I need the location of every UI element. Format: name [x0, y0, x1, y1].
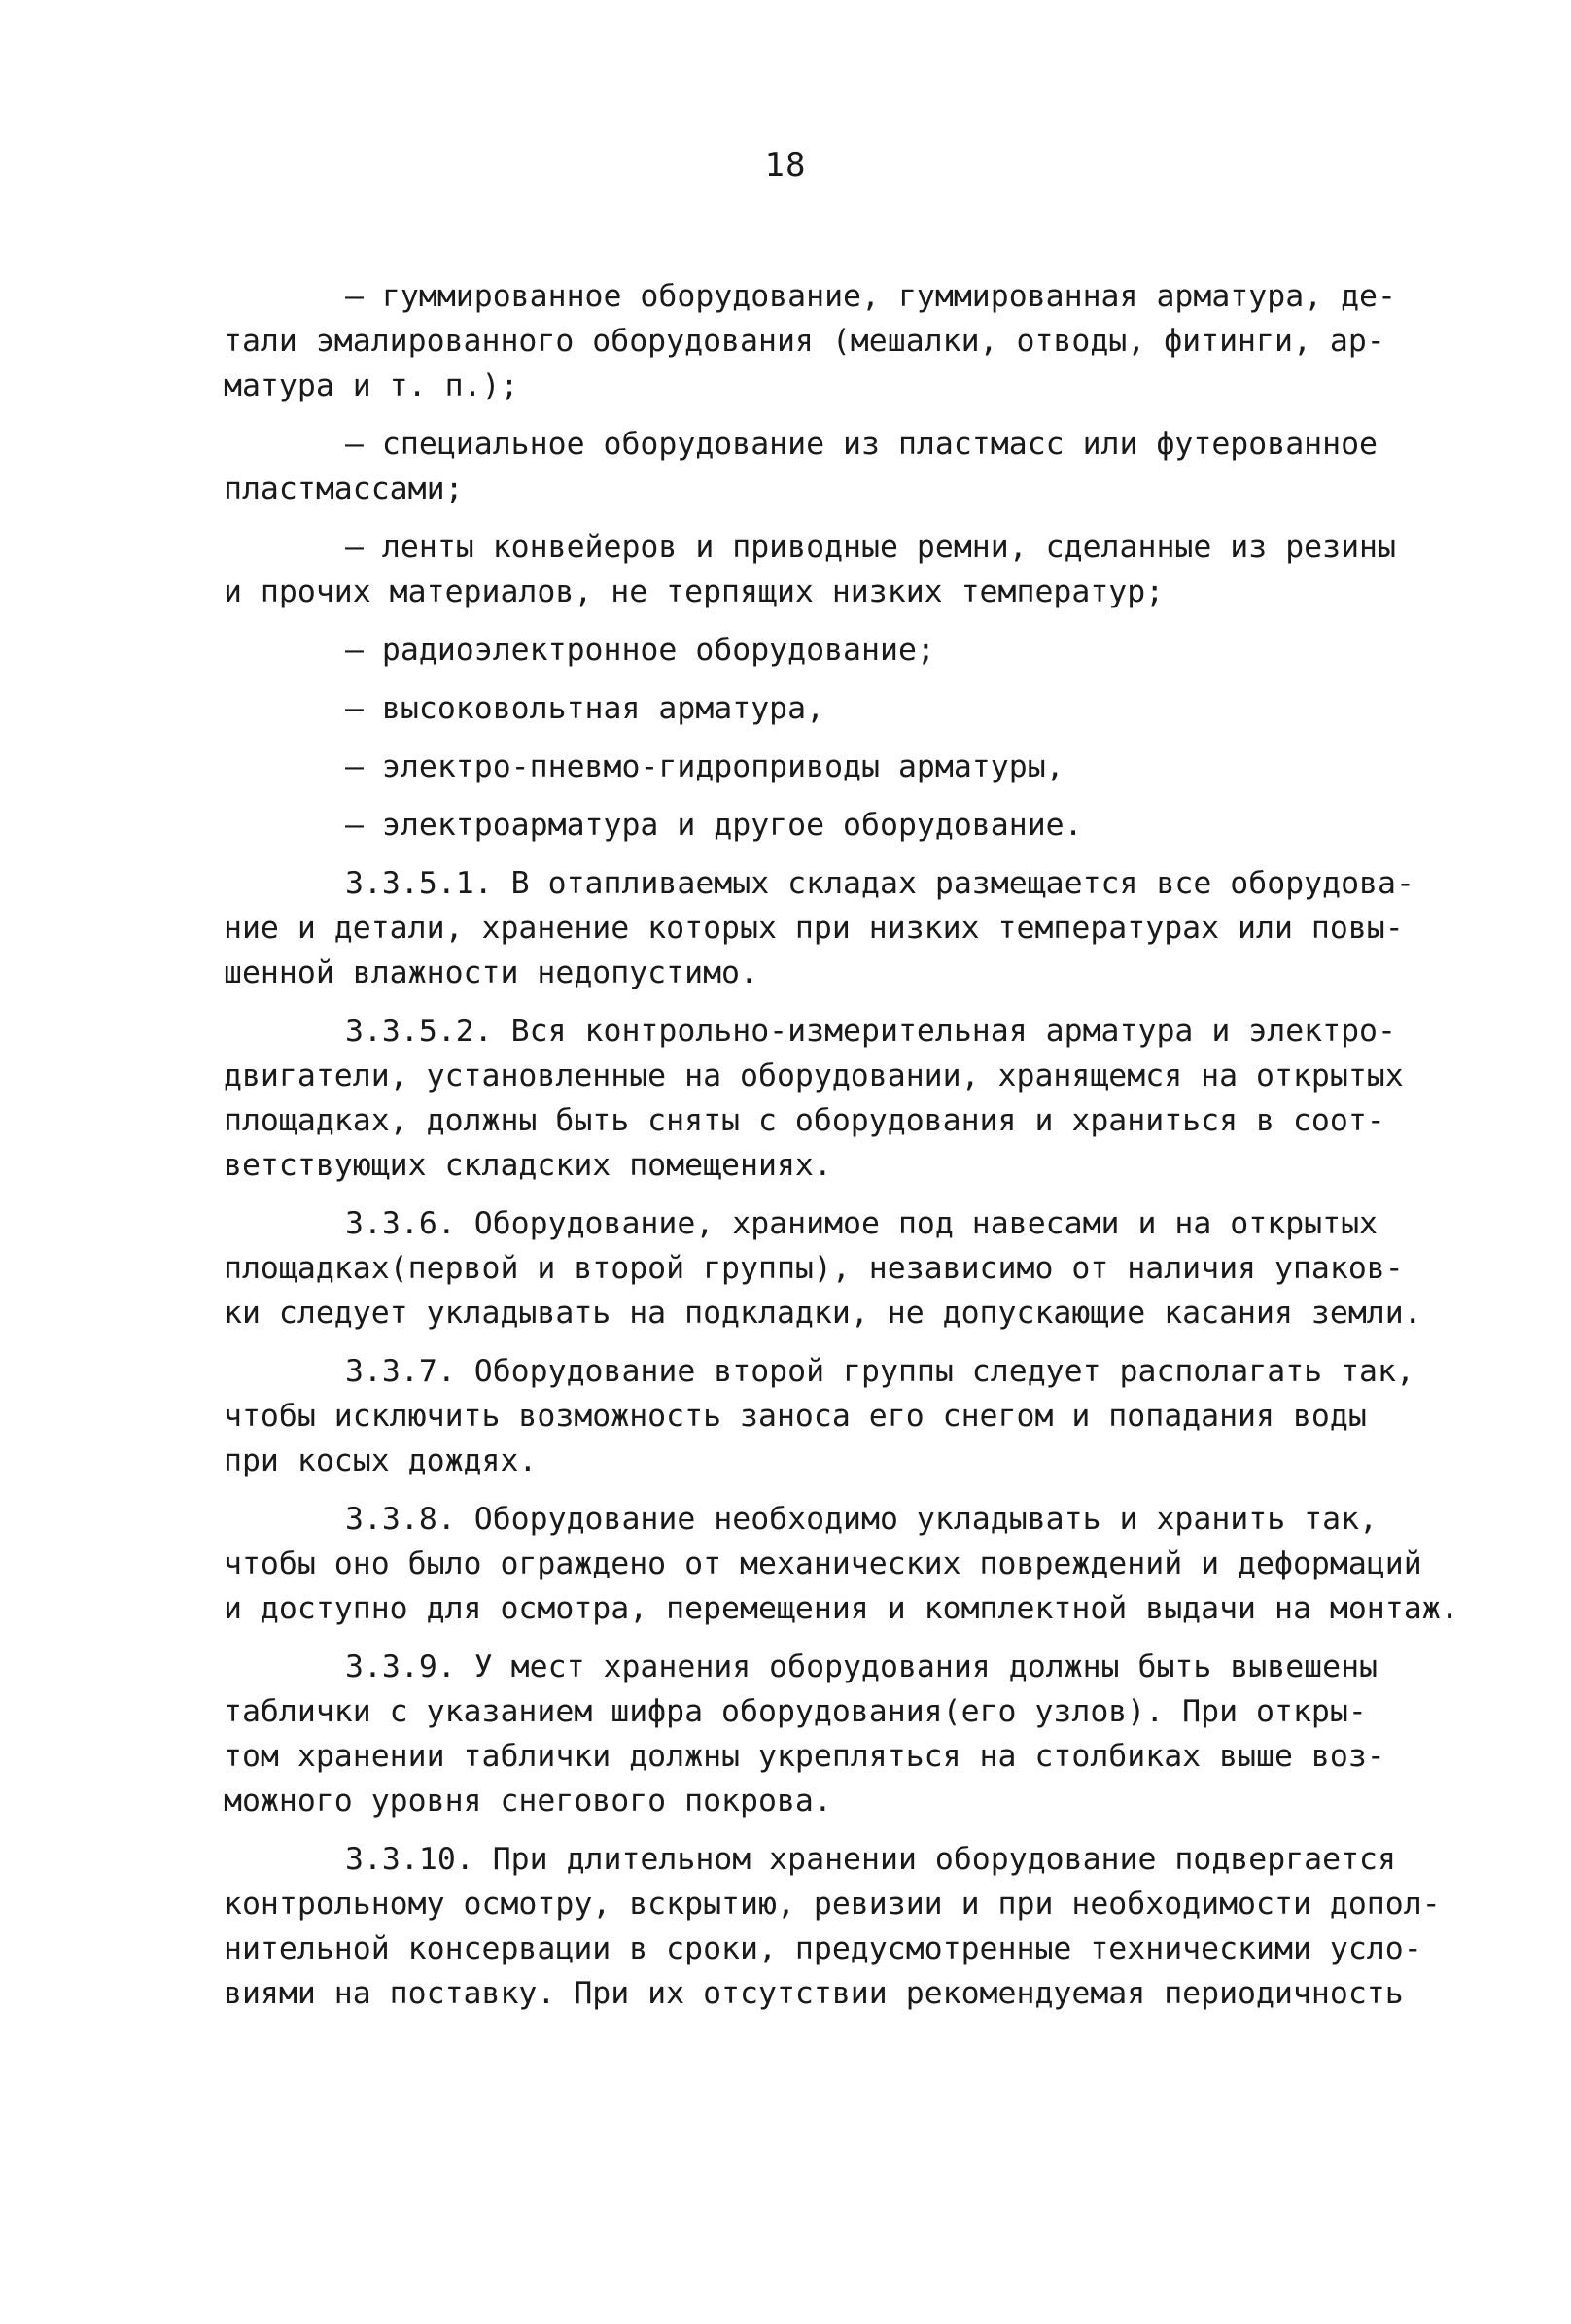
text-line: и прочих материалов, не терпящих низких температур;: [224, 574, 1165, 609]
text-line: ние и детали, хранение которых при низких температурах или повы-: [224, 911, 1404, 946]
text-line: – радиоэлектронное оборудование;: [345, 633, 935, 668]
page-number: 18: [764, 146, 807, 185]
text-line: двигатели, установленные на оборудовании, хранящемся на открытых: [224, 1058, 1404, 1093]
clause-3-3-5-2: [224, 1009, 1404, 1188]
text-line: 3.3.5.2. Вся контрольно-измерительная арматура и электро-: [345, 1014, 1396, 1049]
text-line: 3.3.7. Оборудование второй группы следует располагать так,: [345, 1354, 1414, 1389]
list-item-conveyor-belts: [224, 525, 1396, 614]
list-item-plastic-equipment: [224, 422, 1390, 511]
document-body: [224, 274, 1459, 2029]
clause-3-3-8: [224, 1497, 1459, 1631]
list-item-electrical-fittings: [224, 803, 1390, 848]
text-line: – электроарматура и другое оборудование.: [345, 808, 1083, 843]
text-line: виями на поставку. При их отсутствии рекомендуемая периодичность: [224, 1976, 1404, 2011]
text-line: пластмассами;: [224, 471, 464, 506]
clause-3-3-5-1: [224, 861, 1414, 995]
text-line: 3.3.6. Оборудование, хранимое под навесами и на открытых: [345, 1206, 1379, 1241]
text-line: чтобы оно было ограждено от механических повреждений и деформаций: [224, 1546, 1422, 1581]
text-line: 3.3.9. У мест хранения оборудования должны быть вывешены: [345, 1649, 1379, 1684]
list-item-radio-electronic: [224, 628, 1390, 673]
text-line: площадках(первой и второй группы), независимо от наличия упаков-: [224, 1251, 1404, 1286]
text-line: – ленты конвейеров и приводные ремни, сделанные из резины: [345, 530, 1396, 565]
text-line: площадках, должны быть сняты с оборудования и храниться в соот-: [224, 1103, 1385, 1138]
text-line: матура и т. п.);: [224, 368, 519, 403]
list-item-rubber-lined-equipment: [224, 274, 1396, 408]
text-line: можного уровня снегового покрова.: [224, 1784, 832, 1819]
list-item-high-voltage: [224, 686, 1390, 731]
text-line: 3.3.5.1. В отапливаемых складах размещается все оборудова-: [345, 866, 1414, 901]
text-line: – гуммированное оборудование, гуммированная арматура, де-: [345, 279, 1396, 314]
text-line: контрольному осмотру, вскрытию, ревизии и при необходимости допол-: [224, 1887, 1441, 1922]
text-line: и доступно для осмотра, перемещения и комплектной выдачи на монтаж.: [224, 1591, 1459, 1626]
clause-3-3-10: [224, 1837, 1441, 2016]
text-line: тали эмалированного оборудования (мешалки, отводы, фитинги, ар-: [224, 324, 1385, 359]
text-line: нительной консервации в сроки, предусмотренные техническими усло-: [224, 1931, 1422, 1966]
clause-3-3-6: [224, 1201, 1422, 1335]
text-line: том хранении таблички должны укрепляться на столбиках выше воз-: [224, 1739, 1385, 1774]
text-line: при косых дождях.: [224, 1443, 538, 1478]
text-line: – специальное оборудование из пластмасс или футерованное: [345, 427, 1379, 462]
list-item-actuators: [224, 745, 1390, 789]
text-line: – электро-пневмо-гидроприводы арматуры,: [345, 749, 1065, 784]
text-line: 3.3.10. При длительном хранении оборудование подвергается: [345, 1842, 1396, 1877]
text-line: 3.3.8. Оборудование необходимо укладывать и хранить так,: [345, 1502, 1379, 1537]
text-line: ки следует укладывать на подкладки, не допускающие касания земли.: [224, 1296, 1422, 1331]
text-line: таблички с указанием шифра оборудования(его узлов). При откры-: [224, 1694, 1367, 1729]
text-line: ветствующих складских помещениях.: [224, 1148, 832, 1183]
text-line: шенной влажности недопустимо.: [224, 955, 758, 990]
clause-3-3-9: [224, 1645, 1390, 1823]
clause-3-3-7: [224, 1349, 1414, 1483]
text-line: чтобы исключить возможность заноса его снегом и попадания воды: [224, 1399, 1367, 1434]
text-line: – высоковольтная арматура,: [345, 691, 825, 726]
